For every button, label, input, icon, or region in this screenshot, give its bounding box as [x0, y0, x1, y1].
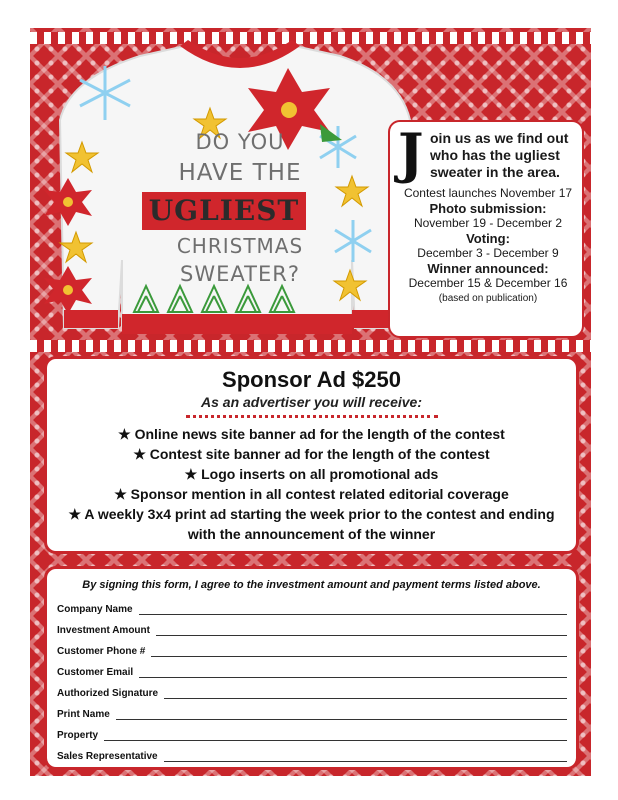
- sweater-text-line1: DO YOU: [195, 130, 285, 154]
- field-label: Customer Phone #: [57, 646, 146, 657]
- sales-representative-field[interactable]: [57, 746, 567, 762]
- winner-dates: December 15 & December 16: [408, 276, 568, 290]
- field-label: Property: [57, 730, 99, 741]
- agreement-text: By signing this form, I agree to the investment amount and payment terms listed above.: [82, 579, 541, 591]
- benefit-item: ★ Logo inserts on all promotional ads: [184, 466, 439, 482]
- contest-schedule: [390, 186, 586, 306]
- launch-date: Contest launches November 17: [403, 186, 573, 200]
- field-line[interactable]: [139, 666, 567, 678]
- field-label: Sales Representative: [57, 751, 158, 762]
- company-name-field[interactable]: [57, 599, 567, 615]
- field-line[interactable]: [116, 708, 567, 720]
- dotted-divider: [186, 415, 438, 418]
- voting-label: Voting:: [466, 231, 510, 246]
- sponsor-subtitle: As an advertiser you will receive:: [201, 394, 422, 410]
- field-label: Authorized Signature: [57, 688, 159, 699]
- voting-dates: December 3 - December 9: [417, 246, 559, 260]
- photo-label: Photo submission:: [429, 201, 547, 216]
- intro-text: oin us as we find out who has the ugliest sweater in the area.: [430, 130, 569, 180]
- benefit-item: ★ Online news site banner ad for the length of the contest: [118, 426, 505, 442]
- customer-phone-field[interactable]: [57, 641, 567, 657]
- field-line[interactable]: [139, 603, 567, 615]
- sponsor-box: [44, 356, 579, 554]
- benefit-item: ★ Contest site banner ad for the length of the contest: [133, 446, 490, 462]
- sweater-text-line2: HAVE THE: [178, 160, 302, 186]
- contest-info-box: [388, 120, 584, 338]
- customer-email-field[interactable]: [57, 662, 567, 678]
- field-line[interactable]: [151, 645, 567, 657]
- sponsor-title: Sponsor Ad $250: [222, 367, 401, 392]
- investment-amount-field[interactable]: [57, 620, 567, 636]
- field-line[interactable]: [164, 687, 567, 699]
- field-line[interactable]: [164, 750, 567, 762]
- sweater-text-line4: SWEATER?: [180, 262, 300, 286]
- ugliest-banner: UGLIEST: [142, 192, 306, 230]
- field-line[interactable]: [104, 729, 567, 741]
- flyer-page: [30, 28, 591, 776]
- field-label: Customer Email: [57, 667, 134, 678]
- winner-note: (based on publication): [438, 293, 538, 304]
- property-field[interactable]: [57, 725, 567, 741]
- signature-form: [44, 566, 579, 770]
- field-label: Print Name: [57, 709, 110, 720]
- field-label: Company Name: [57, 604, 133, 615]
- drop-cap: J: [398, 121, 424, 185]
- sweater-text-line3: CHRISTMAS: [176, 234, 304, 258]
- field-label: Investment Amount: [57, 625, 150, 636]
- print-name-field[interactable]: [57, 704, 567, 720]
- field-line[interactable]: [156, 624, 567, 636]
- photo-dates: November 19 - December 2: [413, 216, 563, 230]
- benefit-item: ★ Sponsor mention in all contest related editorial coverage: [114, 486, 509, 502]
- authorized-signature-field[interactable]: [57, 683, 567, 699]
- winner-label: Winner announced:: [427, 261, 549, 276]
- benefit-item: ★ A weekly 3x4 print ad starting the week prior to the contest and ending with the announcement of the winner: [68, 506, 555, 542]
